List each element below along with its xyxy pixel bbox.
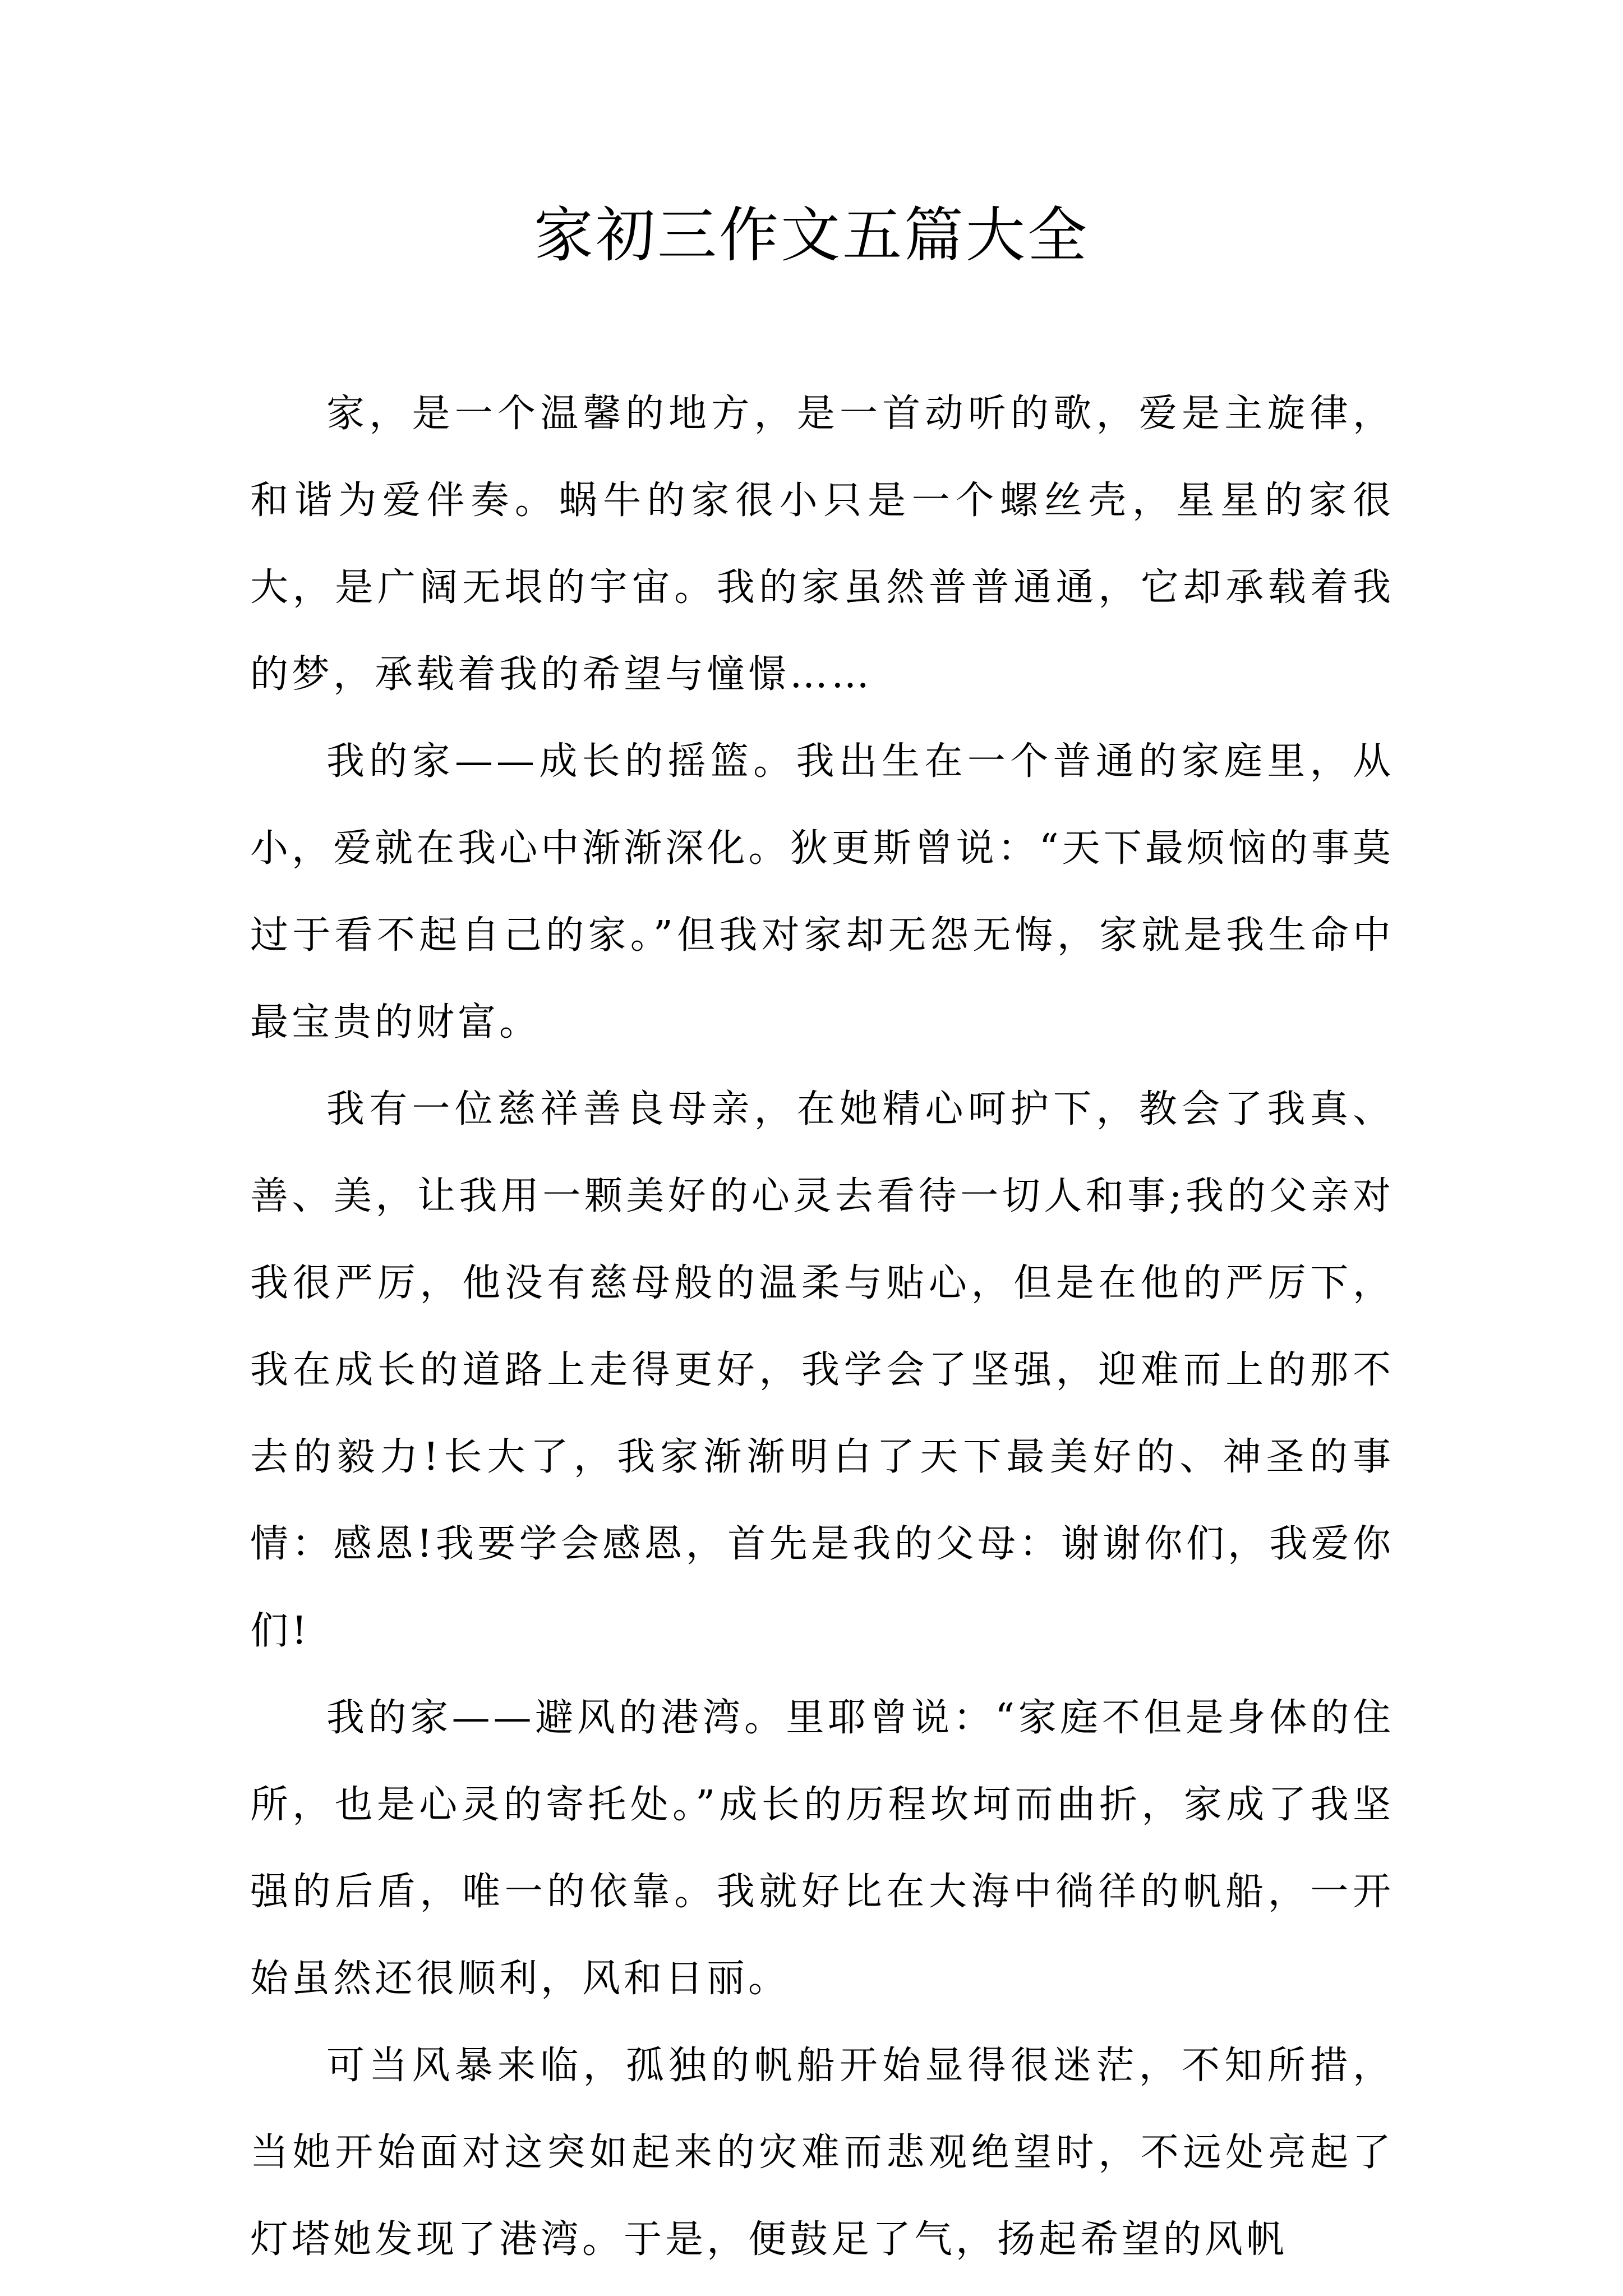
paragraph: 我的家——成长的摇篮。我出生在一个普通的家庭里，从小，爱就在我心中渐渐深化。狄更斯曾说：“天下最烦恼的事莫过于看不起自己的家。”但我对家却无怨无悔，家就是我生命中最宝贵的财富。: [250, 739, 1394, 1045]
paragraph: 我的家——避风的港湾。里耶曾说：“家庭不但是身体的住所，也是心灵的寄托处。”成长的历程坎坷而曲折，家成了我坚强的后盾，唯一的依靠。我就好比在大海中徜徉的帆船，一开始虽然还很顺利，风和日丽。: [250, 1696, 1394, 2001]
article-body: [250, 370, 1394, 2283]
paragraph: 家，是一个温馨的地方，是一首动听的歌，爱是主旋律，和谐为爱伴奏。蜗牛的家很小只是一个螺丝壳，星星的家很大，是广阔无垠的宇宙。我的家虽然普普通通，它却承载着我的梦，承载着我的希望与憧憬……: [250, 392, 1394, 697]
paragraph: 可当风暴来临，孤独的帆船开始显得很迷茫，不知所措，当她开始面对这突如起来的灾难而悲观绝望时，不远处亮起了灯塔她发现了港湾。于是，便鼓足了气，扬起希望的风帆: [250, 2044, 1394, 2262]
paragraph: 我有一位慈祥善良母亲，在她精心呵护下，教会了我真、善、美，让我用一颗美好的心灵去看待一切人和事;我的父亲对我很严厉，他没有慈母般的温柔与贴心，但是在他的严厉下，我在成长的道路上走得更好，我学会了坚强，迎难而上的那不去的毅力!长大了，我家渐渐明白了天下最美好的、神圣的事情：感恩!我要学会感恩，首先是我的父母：谢谢你们，我爱你们!: [250, 1087, 1394, 1653]
page-title: 家初三作文五篇大全: [534, 201, 1089, 270]
